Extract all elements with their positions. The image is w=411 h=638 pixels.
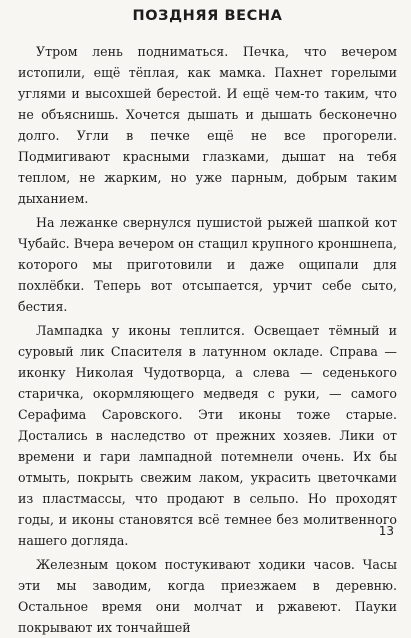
paragraph-2: На лежанке свернулся пушистой рыжей шапкой кот Чубайс. Вчера вечером он стащил крупного кроншнепа, которого мы приготовили и даже ощипали для похлёбки. Теперь вот отсыпается, урчит себе сыто, бестия.	[18, 215, 397, 314]
paragraph-3: Лампадка у иконы теплится. Освещает тёмный и суровый лик Спасителя в латунном окладе. Справа — иконку Николая Чудотворца, а слева — седенького старичка, окормляющего медведя с руки, — самого Серафима Саровского. Эти иконы тоже старые. Достались в наследство от прежних хозяев. Лики от времени и гари лампадной потемнели очень. Их бы отмыть, покрыть свежим лаком, украсить цветочками из пластмассы, что продают в сельпо. Но проходят годы, и иконы становятся всё темнее без молитвенного нашего догляда.	[18, 323, 397, 548]
paragraph-1: Утром лень подниматься. Печка, что вечером истопили, ещё тёплая, как мамка. Пахнет горелыми углями и высохшей берестой. И ещё чем-то таким, что не объяснишь. Хочется дышать и дышать бесконечно долго. Угли в печке ещё не все прогорели. Подмигивают красными глазками, дышат на тебя теплом, не жарким, но уже парным, добрым таким дыханием.	[18, 44, 397, 206]
chapter-title: ПОЗДНЯЯ ВЕСНА	[132, 8, 283, 24]
paragraph-4: Железным цоком постукивают ходики часов. Часы эти мы заводим, когда приезжаем в деревню. Остальное время они молчат и ржавеют. Пауки покрывают их тончайшей	[18, 557, 397, 635]
page-number: 13	[378, 524, 394, 538]
